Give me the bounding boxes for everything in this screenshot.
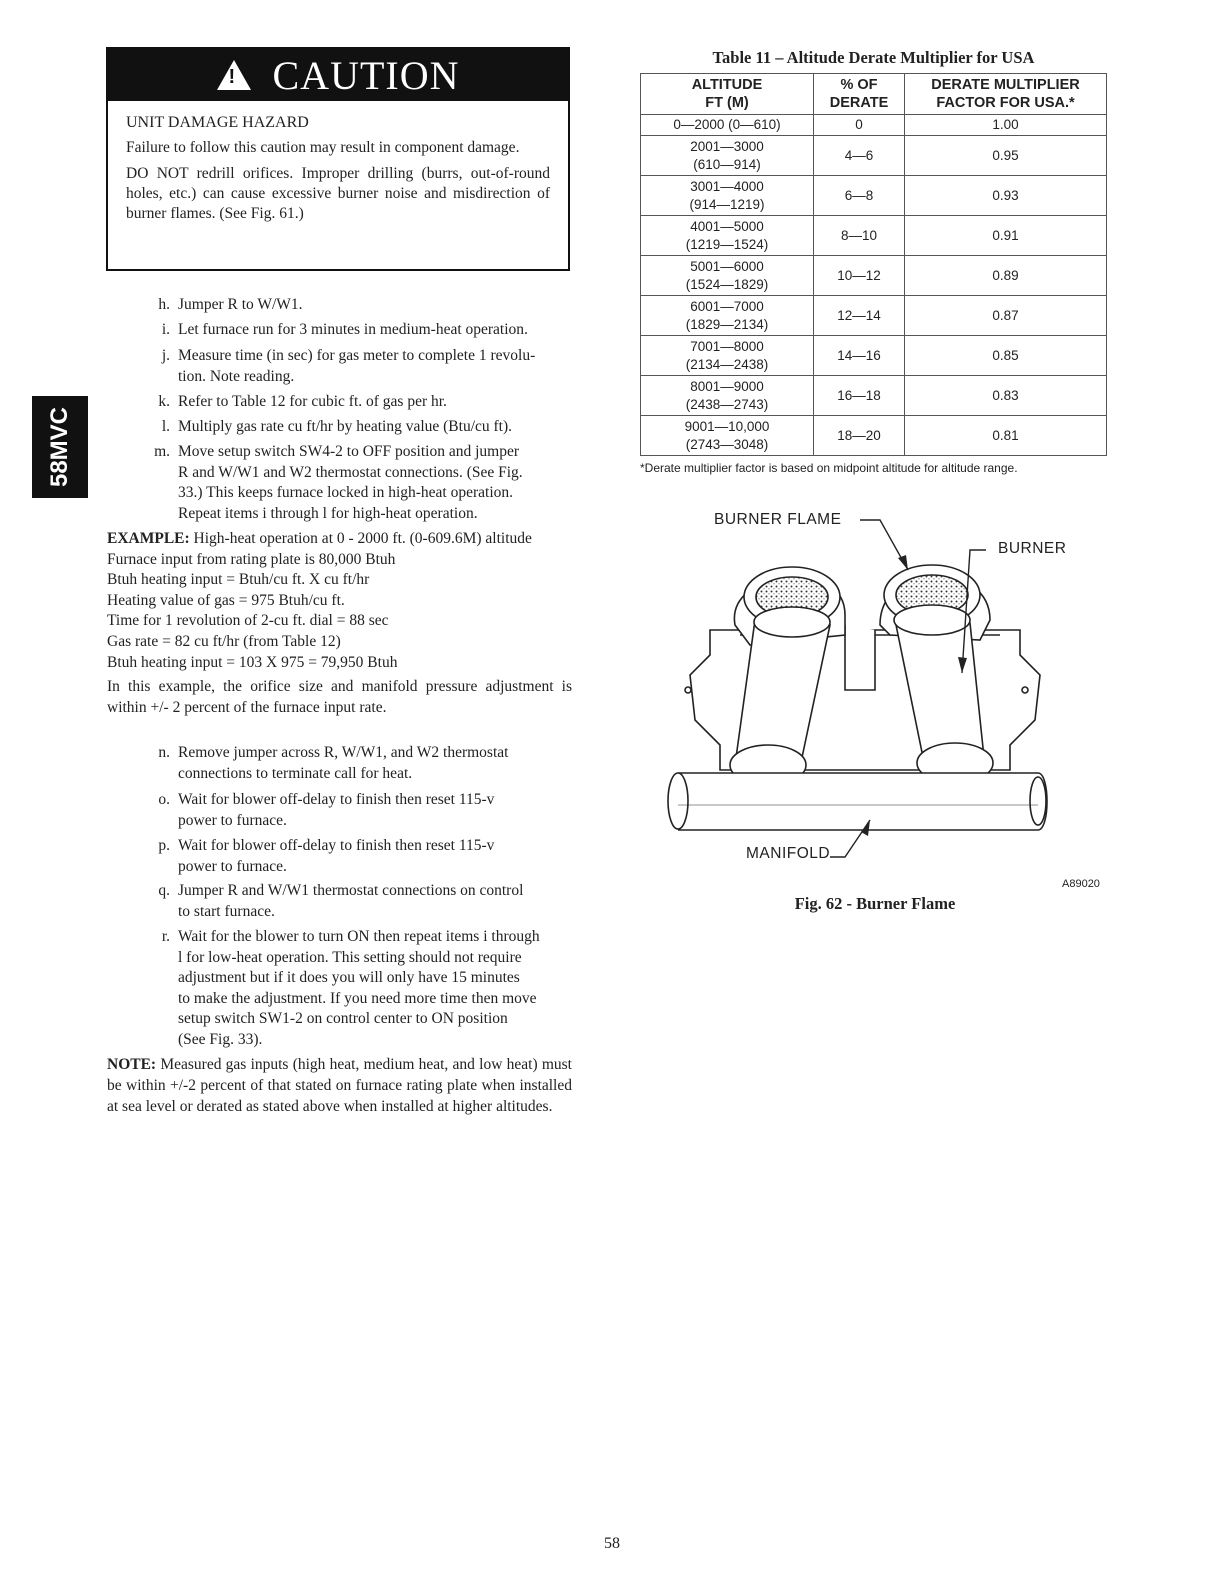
procedure-step — [140, 295, 572, 316]
step-line: to start furnace. — [178, 902, 275, 920]
step-line: setup switch SW1-2 on control center to ON position — [178, 1010, 508, 1028]
altitude-line: 7001—8000 — [690, 338, 764, 354]
procedure-step — [140, 442, 572, 524]
altitude-line: 3001—4000 — [690, 178, 764, 194]
caution-title: CAUTION — [272, 52, 460, 98]
altitude-line: (1524—1829) — [685, 276, 769, 292]
side-tab-label: 58MVC — [46, 406, 73, 488]
cell-derate: 0 — [814, 115, 905, 136]
step-line: Multiply gas rate cu ft/hr by heating value (Btu/cu ft). — [178, 418, 513, 435]
step-label: l. — [161, 418, 170, 435]
step-line: Move setup switch SW4-2 to OFF position and jumper — [178, 443, 519, 460]
step-line: Jumper R to W/W1. — [178, 296, 303, 313]
cell-factor: 0.95 — [905, 136, 1107, 176]
burner-flame-figure — [640, 505, 1110, 890]
procedure-step — [140, 790, 572, 831]
step-text — [178, 392, 570, 413]
label-burner: BURNER — [998, 540, 1067, 557]
altitude-line: (2438—2743) — [685, 396, 769, 412]
cell-altitude — [641, 115, 814, 136]
step-line: Jumper R and W/W1 thermostat connections on control — [178, 882, 524, 899]
figure-caption: Fig. 62 - Burner Flame — [794, 894, 956, 913]
procedure-step — [140, 346, 572, 387]
caution-body — [108, 101, 568, 224]
side-tab — [32, 396, 88, 498]
page-number: 58 — [604, 1535, 620, 1552]
step-line: R and W/W1 and W2 thermostat connections. (See Fig. — [178, 463, 523, 481]
step-text — [178, 346, 570, 387]
table-row — [641, 256, 1107, 296]
cell-altitude — [641, 136, 814, 176]
step-line: Wait for the blower to turn ON then repeat items i through — [178, 928, 540, 945]
cell-derate: 16—18 — [814, 376, 905, 416]
altitude-line: (2134—2438) — [685, 356, 769, 372]
cell-factor: 0.81 — [905, 416, 1107, 456]
cell-factor: 1.00 — [905, 115, 1107, 136]
altitude-line: 6001—7000 — [690, 298, 764, 314]
step-line: to make the adjustment. If you need more time then move — [178, 989, 537, 1007]
step-line: (See Fig. 33). — [178, 1030, 263, 1048]
example-line: Btuh heating input = 103 X 975 = 79,950 Btuh — [107, 653, 398, 671]
step-label: o. — [158, 791, 170, 808]
cell-derate: 14—16 — [814, 336, 905, 376]
table-header-row — [641, 74, 1107, 115]
procedure-step — [140, 320, 572, 341]
step-text — [178, 295, 570, 316]
label-burner-flame: BURNER FLAME — [714, 511, 842, 528]
step-label: q. — [158, 882, 170, 899]
cell-derate: 8—10 — [814, 216, 905, 256]
step-line: Remove jumper across R, W/W1, and W2 thermostat — [178, 744, 509, 761]
caution-box — [106, 47, 570, 271]
cell-altitude — [641, 336, 814, 376]
table-row — [641, 416, 1107, 456]
cell-derate: 6—8 — [814, 176, 905, 216]
burner-illustration — [640, 505, 1110, 890]
step-line: Refer to Table 12 for cubic ft. of gas per hr. — [178, 393, 447, 410]
cell-derate: 18—20 — [814, 416, 905, 456]
cell-altitude — [641, 376, 814, 416]
table-row — [641, 136, 1107, 176]
step-line: 33.) This keeps furnace locked in high-heat operation. — [178, 484, 514, 502]
example-label: EXAMPLE: — [107, 530, 190, 547]
cell-factor: 0.89 — [905, 256, 1107, 296]
step-line: adjustment but if it does you will only have 15 minutes — [178, 969, 520, 987]
step-label: r. — [161, 928, 170, 945]
example-intro: EXAMPLE: High-heat operation at 0 - 2000 ft. (0-609.6M) altitude — [107, 530, 532, 547]
altitude-line: 4001—5000 — [690, 218, 764, 234]
cell-derate: 10—12 — [814, 256, 905, 296]
step-text — [178, 417, 570, 438]
cell-altitude — [641, 256, 814, 296]
step-line: tion. Note reading. — [178, 367, 295, 385]
table-row — [641, 216, 1107, 256]
cell-derate: 4—6 — [814, 136, 905, 176]
cell-altitude — [641, 296, 814, 336]
step-label: k. — [158, 393, 170, 410]
example-summary: In this example, the orifice size and manifold pressure adjustment is within +/- 2 percent of the furnace input rate. — [107, 678, 572, 716]
cell-altitude — [641, 416, 814, 456]
altitude-line: (1829—2134) — [685, 316, 769, 332]
step-text — [178, 927, 570, 1051]
example-line: Time for 1 revolution of 2-cu ft. dial = 88 sec — [107, 612, 389, 630]
table-row — [641, 296, 1107, 336]
table-row — [641, 115, 1107, 136]
cell-factor: 0.87 — [905, 296, 1107, 336]
altitude-line: (2743—3048) — [685, 436, 769, 452]
note-text: Measured gas inputs (high heat, medium heat, and low heat) must be within +/-2 percent of that stated on furnace rating plate when installed at sea level or derated as stated above when installed at higher altitudes. — [107, 1056, 572, 1115]
procedure-step — [140, 927, 572, 1051]
step-line: power to furnace. — [178, 857, 287, 875]
altitude-line: (610—914) — [693, 156, 761, 172]
step-label: m. — [154, 443, 170, 460]
step-text — [178, 881, 570, 922]
table-title: Table 11 – Altitude Derate Multiplier for USA — [712, 48, 1035, 67]
example-line: Furnace input from rating plate is 80,000 Btuh — [107, 550, 396, 568]
example-block — [107, 529, 572, 718]
cell-derate: 12—14 — [814, 296, 905, 336]
altitude-line: (1219—1524) — [685, 236, 769, 252]
step-text — [178, 836, 570, 877]
altitude-line: 2001—3000 — [690, 138, 764, 154]
example-line: Heating value of gas = 975 Btuh/cu ft. — [107, 591, 345, 609]
altitude-line: 5001—6000 — [690, 258, 764, 274]
altitude-derate-table — [640, 73, 1107, 456]
step-line: power to furnace. — [178, 811, 287, 829]
procedure-step — [140, 392, 572, 413]
cell-factor: 0.91 — [905, 216, 1107, 256]
cell-altitude — [641, 176, 814, 216]
table-header-altitude: ALTITUDE FT (M) — [641, 74, 814, 115]
cell-altitude — [641, 216, 814, 256]
warning-triangle-icon: ! — [217, 60, 251, 90]
step-text — [178, 320, 570, 341]
step-line: Measure time (in sec) for gas meter to complete 1 revolu- — [178, 347, 536, 364]
example-line: Gas rate = 82 cu ft/hr (from Table 12) — [107, 632, 341, 650]
figure-code: A89020 — [1062, 878, 1100, 890]
step-label: i. — [161, 321, 170, 338]
note-label: NOTE: — [107, 1056, 157, 1073]
step-line: Repeat items i through l for high-heat operation. — [178, 504, 478, 522]
caution-paragraph-1: Failure to follow this caution may result in component damage. — [126, 139, 520, 156]
step-label: h. — [158, 296, 170, 313]
cell-factor: 0.83 — [905, 376, 1107, 416]
step-text — [178, 442, 570, 524]
procedure-step — [140, 417, 572, 438]
cell-factor: 0.85 — [905, 336, 1107, 376]
table-row — [641, 336, 1107, 376]
hazard-title: UNIT DAMAGE HAZARD — [126, 114, 309, 131]
procedure-step — [140, 836, 572, 877]
caution-paragraph-2: DO NOT redrill orifices. Improper drilling (burrs, out-of-round holes, etc.) can cause excessive burner noise and misdirection of burner flames. (See Fig. 61.) — [126, 165, 550, 222]
note-block — [107, 1055, 572, 1117]
table-header-derate: % OF DERATE — [814, 74, 905, 115]
table-row — [641, 176, 1107, 216]
altitude-line: 9001—10,000 — [684, 418, 770, 434]
step-line: Wait for blower off-delay to finish then reset 115-v — [178, 837, 495, 854]
step-text — [178, 743, 570, 784]
table-footnote: *Derate multiplier factor is based on midpoint altitude for altitude range. — [640, 461, 1018, 475]
procedure-step — [140, 881, 572, 922]
caution-header — [108, 49, 568, 101]
step-line: connections to terminate call for heat. — [178, 764, 413, 782]
step-text — [178, 790, 570, 831]
step-line: Let furnace run for 3 minutes in medium-heat operation. — [178, 321, 528, 338]
label-manifold: MANIFOLD — [746, 845, 831, 862]
table-row — [641, 376, 1107, 416]
cell-factor: 0.93 — [905, 176, 1107, 216]
altitude-line: 0—2000 (0—610) — [673, 117, 781, 132]
step-line: l for low-heat operation. This setting should not require — [178, 948, 522, 966]
example-line: Btuh heating input = Btuh/cu ft. X cu ft/hr — [107, 571, 370, 589]
procedure-step — [140, 743, 572, 784]
example-lines — [107, 550, 572, 674]
altitude-line: (914—1219) — [689, 196, 765, 212]
step-label: n. — [158, 744, 170, 761]
step-line: Wait for blower off-delay to finish then reset 115-v — [178, 791, 495, 808]
step-label: j. — [161, 347, 170, 364]
table-header-factor: DERATE MULTIPLIER FACTOR FOR USA.* — [905, 74, 1107, 115]
step-label: p. — [158, 837, 170, 854]
altitude-line: 8001—9000 — [690, 378, 764, 394]
